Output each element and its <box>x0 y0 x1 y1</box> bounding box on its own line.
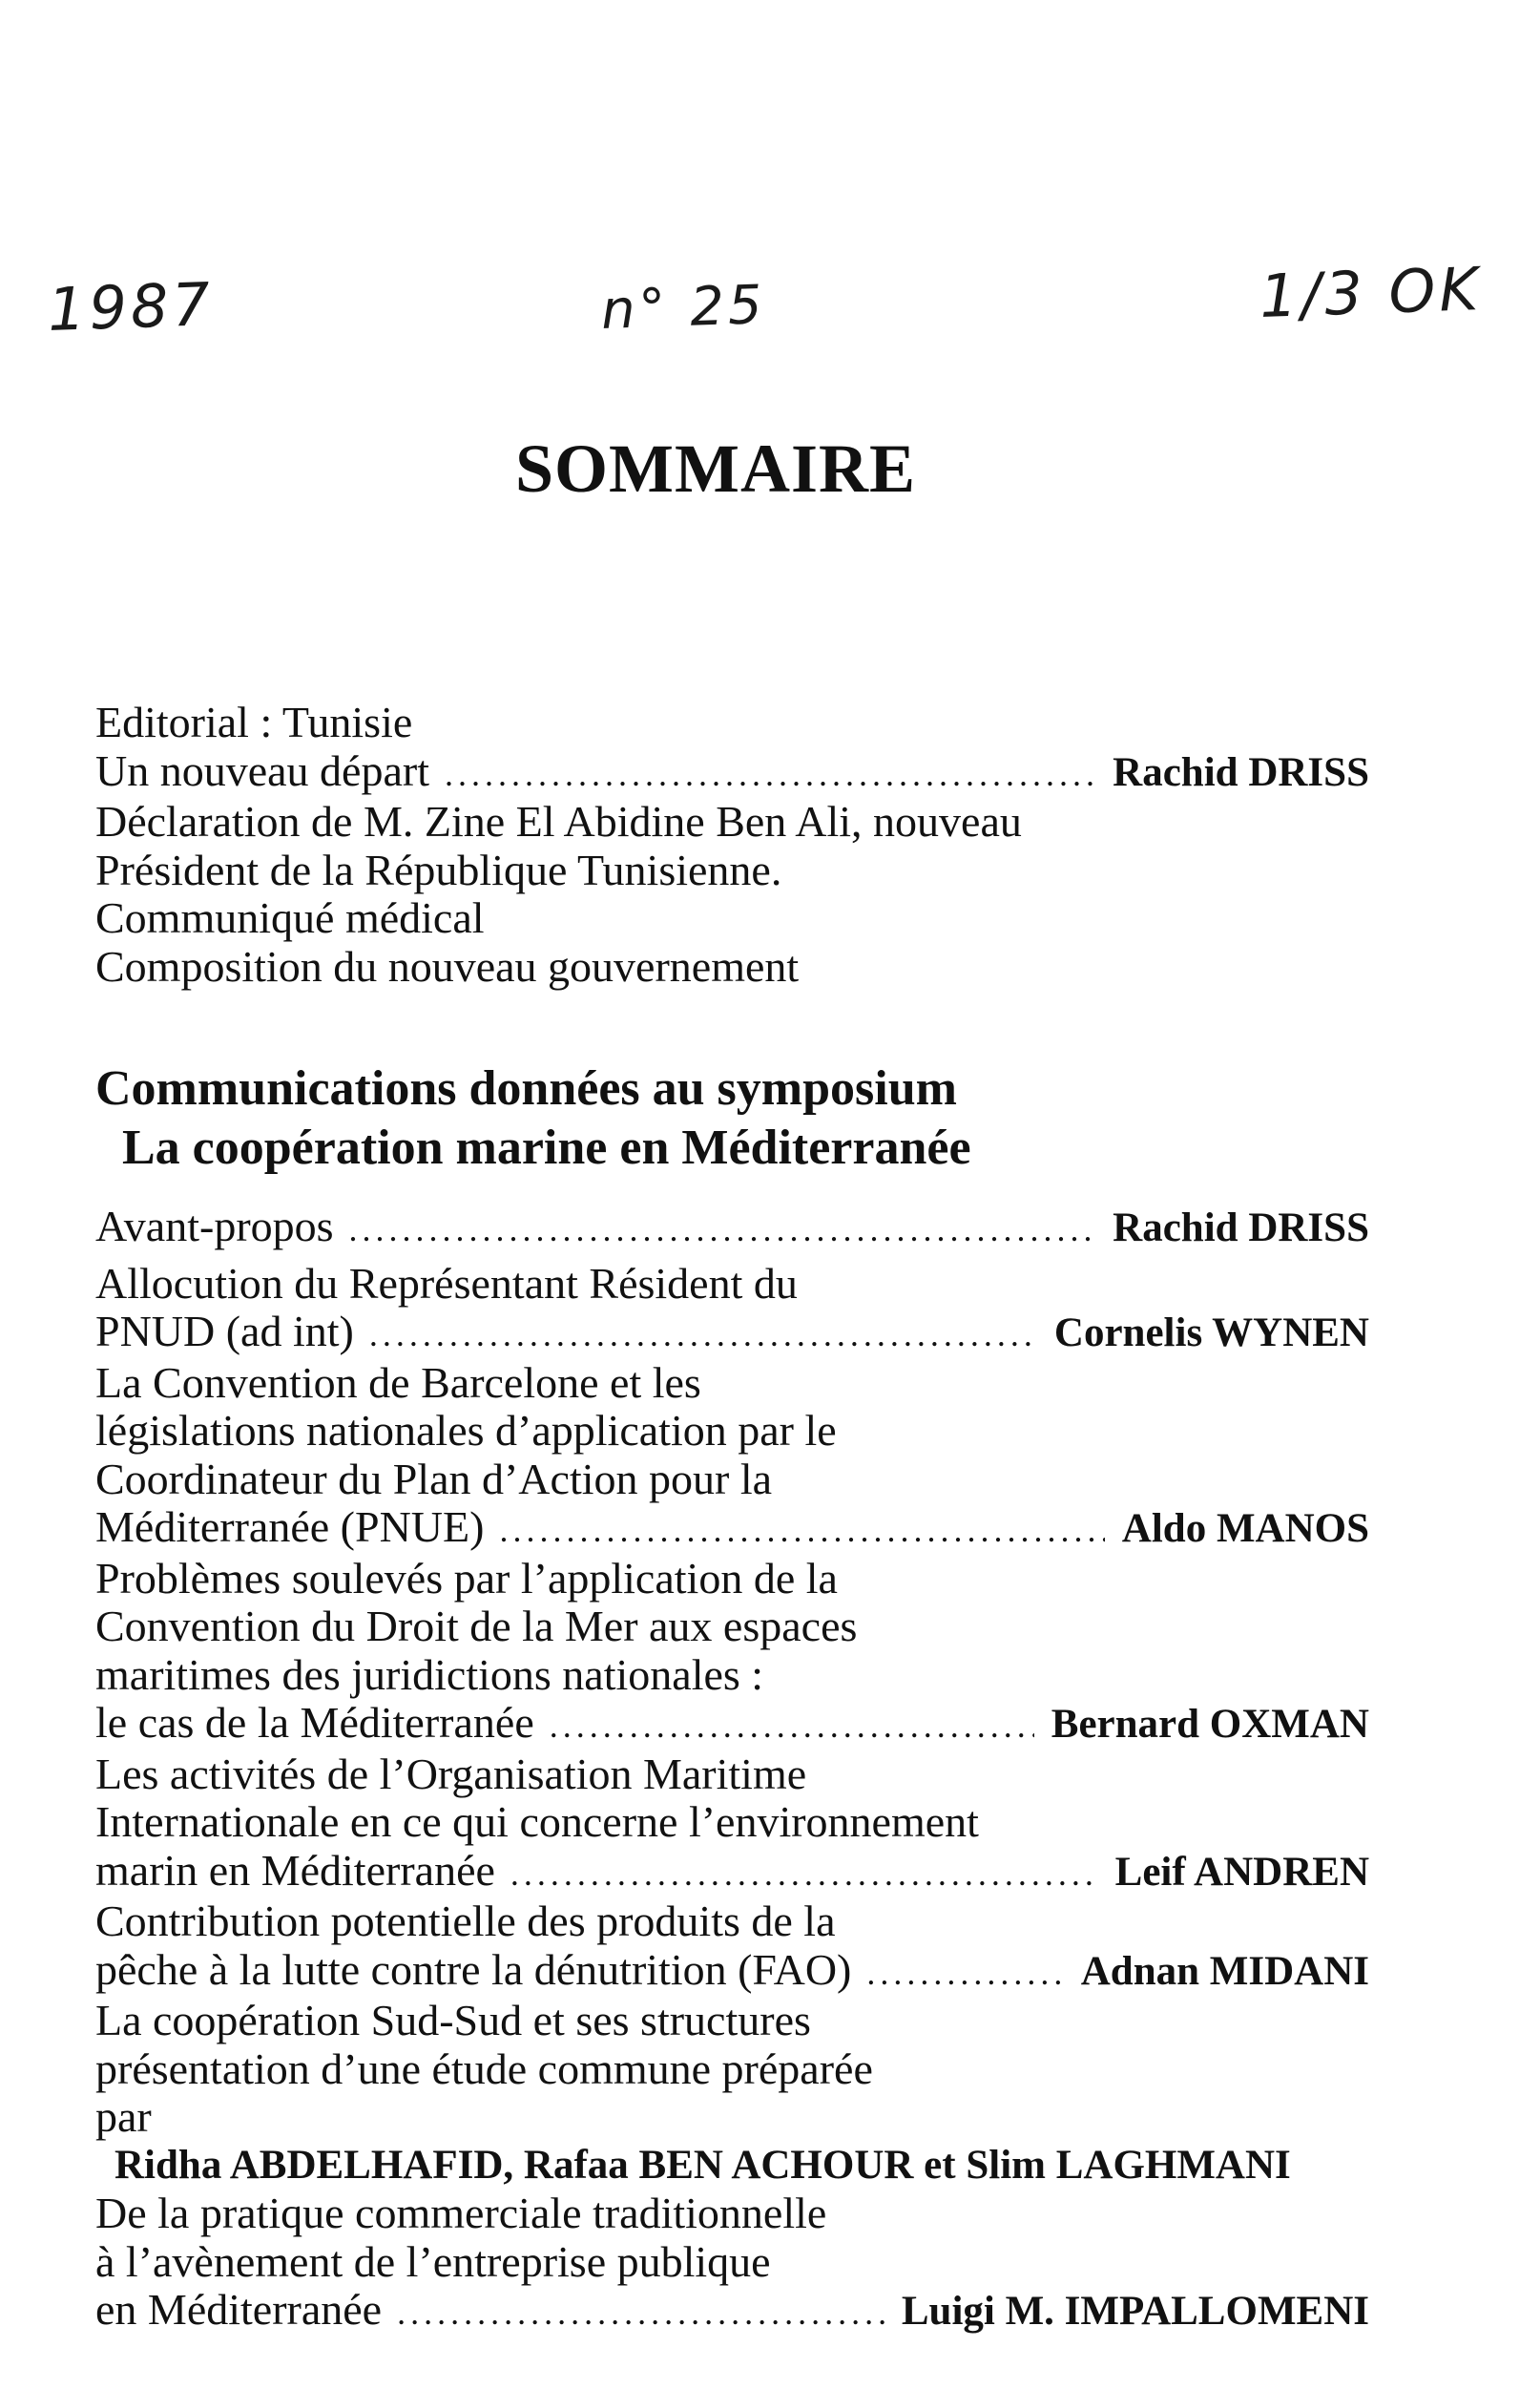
toc-line <box>95 1750 1369 1799</box>
toc-line <box>95 2045 1369 2094</box>
toc-entry-text: La Convention de Barcelone et les <box>95 1357 701 1407</box>
toc-entry <box>95 2190 1369 2337</box>
toc-entry-text: maritimes des juridictions nationales : <box>95 1649 764 1699</box>
toc-line <box>95 1847 1369 1898</box>
toc-entry <box>95 1555 1369 1750</box>
toc-entry-text: marin en Méditerranée <box>95 1845 495 1895</box>
toc-author: Leif ANDREN <box>1114 1849 1369 1895</box>
editorial-line: Composition du nouveau gouvernement <box>95 941 800 991</box>
leader-dots <box>499 1506 1104 1555</box>
toc-line <box>95 1407 1369 1456</box>
leader-dots <box>866 1949 1063 1998</box>
toc-entry-text: PNUD (ad int) <box>95 1307 354 1355</box>
toc-line <box>95 1651 1369 1700</box>
toc-entry-text: en Méditerranée <box>95 2285 383 2334</box>
toc-line <box>95 1359 1369 1408</box>
toc-entry-text: à l’avènement de l’entreprise publique <box>95 2236 771 2286</box>
toc-entry <box>95 1897 1369 1997</box>
toc-entry-text: législations nationales d’application par le <box>95 1406 837 1455</box>
toc-line <box>95 1456 1369 1504</box>
leader-dots <box>397 2289 884 2337</box>
leader-dots <box>369 1310 1037 1359</box>
toc-entry <box>95 1203 1369 1254</box>
toc-entry-text: Méditerranée (PNUE) <box>95 1502 485 1551</box>
editorial-title: Editorial : Tunisie <box>95 698 413 746</box>
communications-heading-line2: La coopération marine en Méditerranée <box>122 1121 971 1175</box>
toc-entry-text: De la pratique commerciale traditionnelle <box>95 2189 827 2237</box>
toc-entry <box>95 1359 1369 1555</box>
editorial-entry <box>95 747 1369 799</box>
toc-line <box>95 1260 1369 1309</box>
toc-line <box>95 2093 1369 2142</box>
toc-entry-text: Convention du Droit de la Mer aux espaces <box>95 1602 858 1650</box>
leader-dots <box>510 1850 1098 1898</box>
communications-heading-line1: Communications données au symposium <box>95 1061 957 1116</box>
handwritten-issue-number: n° 25 <box>599 274 767 342</box>
toc-entry-text: Contribution potentielle des produits de la <box>95 1897 836 1945</box>
communications-heading <box>95 1059 971 1178</box>
editorial-line: Déclaration de M. Zine El Abidine Ben Ali, nouveau <box>95 797 1022 846</box>
toc-entry-text: La coopération Sud-Sud et ses structures <box>95 1996 811 2044</box>
leader-dots <box>349 1205 1096 1254</box>
page-title: SOMMAIRE <box>515 430 916 507</box>
toc-line <box>95 1503 1369 1555</box>
toc-line <box>95 1603 1369 1651</box>
editorial-author: Rachid DRISS <box>1113 749 1369 795</box>
toc-entry-text: Problèmes soulevés par l’application de la <box>95 1553 838 1603</box>
toc-entry <box>95 1750 1369 1898</box>
toc-line <box>95 2190 1369 2238</box>
toc-entry-text: le cas de la Méditerranée <box>95 1698 534 1747</box>
toc-line <box>95 1308 1369 1359</box>
toc-line <box>95 1555 1369 1603</box>
toc-entry-text: Internationale en ce qui concerne l’environnement <box>95 1797 979 1846</box>
toc-line <box>95 2238 1369 2287</box>
toc-authors-line: Ridha ABDELHAFID, Rafaa BEN ACHOUR et Slim LAGHMANI <box>114 2142 1291 2188</box>
handwritten-mark: 1/3 OK <box>1258 253 1484 332</box>
toc-entry-text: Allocution du Représentant Résident du <box>95 1258 798 1308</box>
toc-entry-text: présentation d’une étude commune préparée <box>95 2043 873 2093</box>
toc-line <box>95 1798 1369 1847</box>
toc-entry-text: par <box>95 2092 152 2141</box>
toc-line <box>95 1699 1369 1750</box>
toc-entry-text: Avant-propos <box>95 1202 334 1250</box>
handwritten-year: 1987 <box>46 268 216 346</box>
toc-author: Bernard OXMAN <box>1051 1702 1369 1747</box>
toc-entry-text: Coordinateur du Plan d’Action pour la <box>95 1454 773 1503</box>
toc-line <box>95 1946 1369 1998</box>
editorial-line: Président de la République Tunisienne. <box>95 845 782 894</box>
toc-line <box>95 1203 1369 1254</box>
toc-line <box>95 1997 1369 2045</box>
toc-entry-text: pêche à la lutte contre la dénutrition (FAO) <box>95 1944 852 1994</box>
editorial-line: Communiqué médical <box>95 893 485 942</box>
leader-dots <box>445 750 1095 799</box>
toc-author: Rachid DRISS <box>1113 1205 1369 1250</box>
toc-author: Luigi M. IMPALLOMENI <box>901 2289 1369 2334</box>
editorial-subtitle: Un nouveau départ <box>95 745 429 795</box>
toc-author: Aldo MANOS <box>1121 1506 1369 1551</box>
toc-author: Cornelis WYNEN <box>1053 1310 1369 1355</box>
toc-entry-text: Les activités de l’Organisation Maritime <box>95 1749 807 1798</box>
editorial-line <box>95 699 1369 747</box>
contents-list <box>95 1203 1369 2337</box>
toc-entry <box>95 1997 1369 2190</box>
editorial-section <box>95 699 1369 991</box>
toc-author: Adnan MIDANI <box>1080 1948 1369 1994</box>
toc-entry <box>95 1260 1369 1359</box>
leader-dots <box>550 1702 1034 1750</box>
toc-line <box>95 1897 1369 1946</box>
toc-line <box>95 2286 1369 2337</box>
